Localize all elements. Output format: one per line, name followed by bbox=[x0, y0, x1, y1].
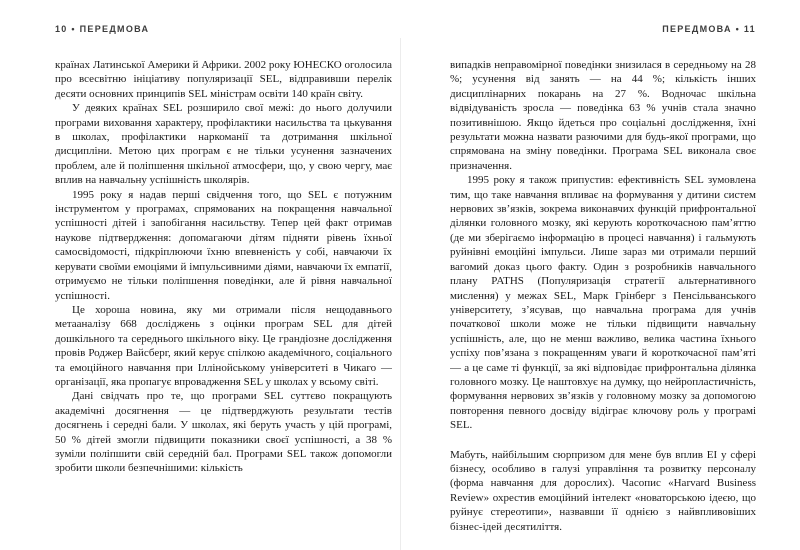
paragraph: Мабуть, найбільшим сюрпризом для мене був вплив EI у сфері бізнесу, особливо в галузі управління та розвитку персоналу (форма навчання для дорослих). Часопис «Harvard Business Review» охрестив емоційний інтелект «новаторською ідеєю, що руйнує стереотипи», назвавши її однією з найвпливовіших бізнес-ідей десятиліття. bbox=[450, 448, 756, 533]
right-page-body bbox=[450, 58, 756, 550]
right-page-header: ПЕРЕДМОВА • 11 bbox=[662, 24, 756, 34]
paragraph: країнах Латинської Америки й Африки. 2002 року ЮНЕСКО оголосила про всесвітню ініціативу популяризації SEL, відправивши перелік десяти основних принципів SEL міністрам освіти 140 країн світу. bbox=[55, 59, 392, 100]
paragraph: 1995 року я також припустив: ефективність SEL зумовлена тим, що таке навчання впливає на формування у дитини систем нервових зв’язків, зокрема виконавчих функцій прифронтальної ділянки головного мозку, які керують короткочасною пам’яттю (де ми зберігаємо інформацію в процесі навчання) і гальмують руйнівні емоційні імпульси. Лише зараз ми отримали перший вагомий доказ цього факту. Один з розробників навчального плану PATHS (Популяризація стратегії альтернативного мислення) у межах SEL, Марк Грінберг з Пенсільванського університету, з’ясував, що навчальна програма для учнів початкової школи може не тільки підвищити навчальну успішність, але, що не менш важливо, велика частина їхнього успіху пов’язана з покращенням уваги й короткочасної пам’яті — а це саме ті функції, за які відповідає прифронтальна ділянка головного мозку. Це наштовхує на думку, що нейропластичність, формування нервових зв’язків у головному мозку за допомогою повторення певного досвіду відіграє ключову роль у програмі SEL. bbox=[450, 174, 756, 432]
paragraph: 1995 року я надав перші свідчення того, що SEL є потужним інструментом у програмах, спрямованих на покращення навчальної успішності дітей і запобігання насильству. Тепер цей факт отримав наукове підтвердження: допомагаючи дітям підняти рівень їхньої самосвідомості, підкріплюючи їхню впевненість у собі, навчаючи їх керувати своїми емоціями й імпульсивними діями, навчаючи їх емпатії, отримуємо не тільки поліпшення поведінки, але й рівня навчальної успішності. bbox=[55, 188, 392, 302]
page-gutter-divider bbox=[400, 38, 401, 550]
paragraph: У деяких країнах SEL розширило свої межі: до нього долучили програми виховання характеру, профілактики насильства та цькування в школах, профілактики наркоманії та дотримання шкільної дисципліни. Метою цих програм є не тільки усунення зазначених проблем, але й поліпшення шкільної атмосфери, що, у свою чергу, має вплив на навчальну успішність школярів. bbox=[55, 102, 392, 187]
paragraph: Дані свідчать про те, що програми SEL суттєво покращують академічні досягнення — це підтверджують результати тестів досягнень і середні бали. У школах, які беруть участь у цій програмі, 50 % дітей змогли підвищити показники своєї успішності, а 38 % зуміли поліпшити свій середній бал. Програми SEL також допомогли зробити школи безпечнішими: кількість bbox=[55, 390, 392, 475]
left-page bbox=[55, 0, 392, 550]
left-page-header: 10 • ПЕРЕДМОВА bbox=[55, 24, 150, 34]
right-page bbox=[450, 0, 756, 550]
paragraph: Це хороша новина, яку ми отримали після нещодавнього метааналізу 668 досліджень з оцінки програм SEL для дітей дошкільного та середнього шкільного віку. Це грандіозне дослідження провів Роджер Вайсберг, який керує спілкою академічного, соціального та емоційного навчання при Іллінойському університеті в Чикаго — організації, яка пропагує впровадження SEL у школах у всьому світі. bbox=[55, 303, 392, 388]
paragraph: випадків неправомірної поведінки знизилася в середньому на 28 %; усунення від занять — на 44 %; кількість інших дисциплінарних покарань на 27 %. Водночас шкільна відвідуваність зросла — поведінка 63 % учнів стала значно позитивнішою. Якщо йдеться про соціальні дослідження, їхні результати можна назвати разючими для будь-якої програми, що спрямована на зміну поведінки. Програма SEL виконала своє призначення. bbox=[450, 59, 756, 172]
left-page-body bbox=[55, 58, 392, 550]
